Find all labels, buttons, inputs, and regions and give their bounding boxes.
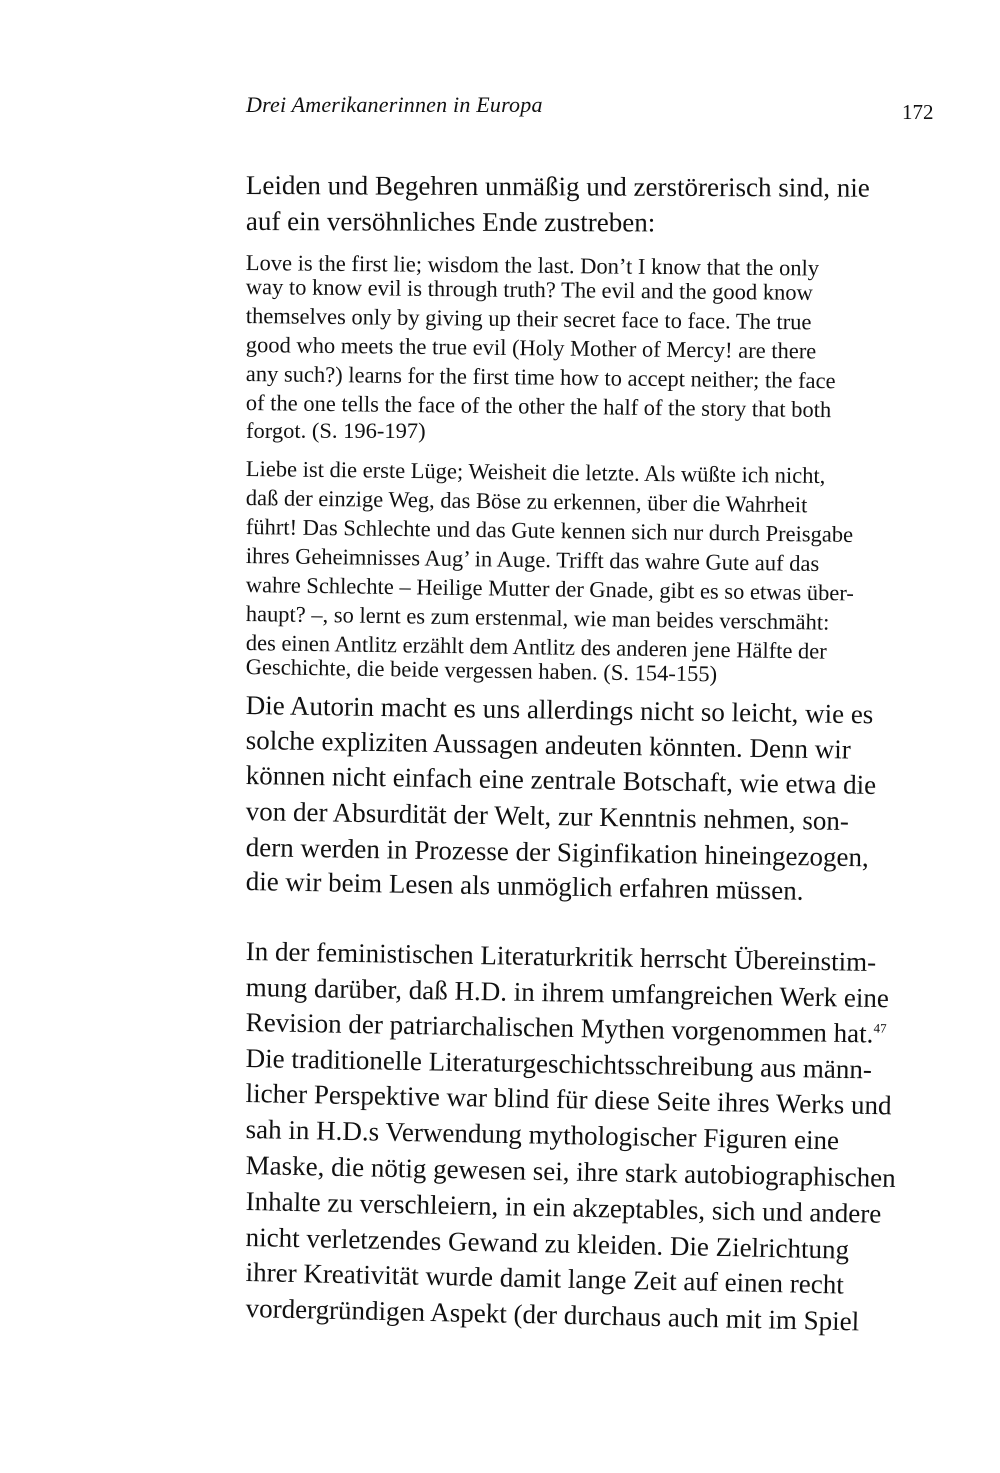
quote-line: Love is the first lie; wisdom the last. Don’t I know that the only — [245, 250, 820, 281]
text-line: Maske, die nötig gewesen sei, ihre stark autobiographischen — [245, 1150, 896, 1194]
quote-line: way to know evil is through truth? The evil and the good know — [245, 274, 813, 305]
text-line: von der Absurdität der Welt, zur Kenntnis nehmen, son- — [245, 796, 850, 836]
quote-line: themselves only by giving up their secret face to face. The true — [245, 303, 812, 335]
quote-line: good who meets the true evil (Holy Mother of Mercy! are there — [245, 332, 817, 364]
text-line: In der feministischen Literaturkritik herrscht Übereinstim- — [245, 936, 877, 977]
text-line: dern werden in Prozesse der Siginfikation hineingezogen, — [245, 832, 869, 873]
footnote-reference: 47 — [873, 1020, 887, 1036]
text-line: vordergründigen Aspekt (der durchaus auch mit im Spiel — [245, 1293, 860, 1337]
text-line: licher Perspektive war blind für diese Seite ihres Werks und — [245, 1078, 892, 1121]
quote-line: wahre Schlechte – Heilige Mutter der Gnade, gibt es so etwas über- — [245, 572, 855, 606]
quote-line: des einen Antlitz erzählt dem Antlitz des anderen jene Hälfte der — [245, 630, 827, 664]
quote-line: führt! Das Schlechte und das Gute kennen sich nur durch Preisgabe — [245, 514, 854, 547]
text-line: sah in H.D.s Verwendung mythologischer Figuren eine — [245, 1114, 840, 1156]
text-line: ihrer Kreativität wurde damit lange Zeit auf einen recht — [245, 1257, 845, 1300]
quote-line: Geschichte, die beide vergessen haben. (S. 154-155) — [245, 654, 718, 687]
text-line: solche expliziten Aussagen andeuten könnten. Denn wir — [245, 725, 852, 765]
page-number: 172 — [902, 100, 934, 124]
text-line-content: Revision der patriarchalischen Mythen vorgenommen hat. — [245, 1007, 874, 1049]
text-line: Inhalte zu verschleiern, in ein akzeptables, sich und andere — [245, 1186, 882, 1229]
quote-line: forgot. (S. 196-197) — [246, 418, 426, 443]
text-line: Leiden und Begehren unmäßig und zerstörerisch sind, nie — [245, 170, 870, 203]
text-line: können nicht einfach eine zentrale Botschaft, wie etwa die — [245, 760, 877, 800]
text-line: die wir beim Lesen als unmöglich erfahren müssen. — [245, 866, 804, 906]
text-line: Die Autorin macht es uns allerdings nicht so leicht, wie es — [245, 690, 874, 730]
text-line — [245, 1007, 886, 1050]
text-line: nicht verletzendes Gewand zu kleiden. Die Zielrichtung — [245, 1222, 850, 1265]
quote-line: ihres Geheimnisses Aug’ in Auge. Trifft das wahre Gute auf das — [245, 543, 820, 577]
quote-line: haupt? –, so lernt es zum erstenmal, wie man beides verschmäht: — [245, 601, 830, 635]
text-line: mung darüber, daß H.D. in ihrem umfangreichen Werk eine — [245, 972, 890, 1014]
text-line: auf ein versöhnliches Ende zustreben: — [245, 206, 656, 238]
text-line: Die traditionelle Literaturgeschichtsschreibung aus männ- — [245, 1043, 873, 1085]
quote-line: of the one tells the face of the other the half of the story that both — [245, 390, 832, 423]
quote-line: Liebe ist die erste Lüge; Weisheit die letzte. Als wüßte ich nicht, — [245, 456, 826, 489]
quote-line: any such?) learns for the first time how to accept neither; the face — [245, 361, 836, 394]
running-title: Drei Amerikanerinnen in Europa — [246, 92, 543, 117]
quote-line: daß der einzige Weg, das Böse zu erkennen, über die Wahrheit — [245, 485, 808, 518]
